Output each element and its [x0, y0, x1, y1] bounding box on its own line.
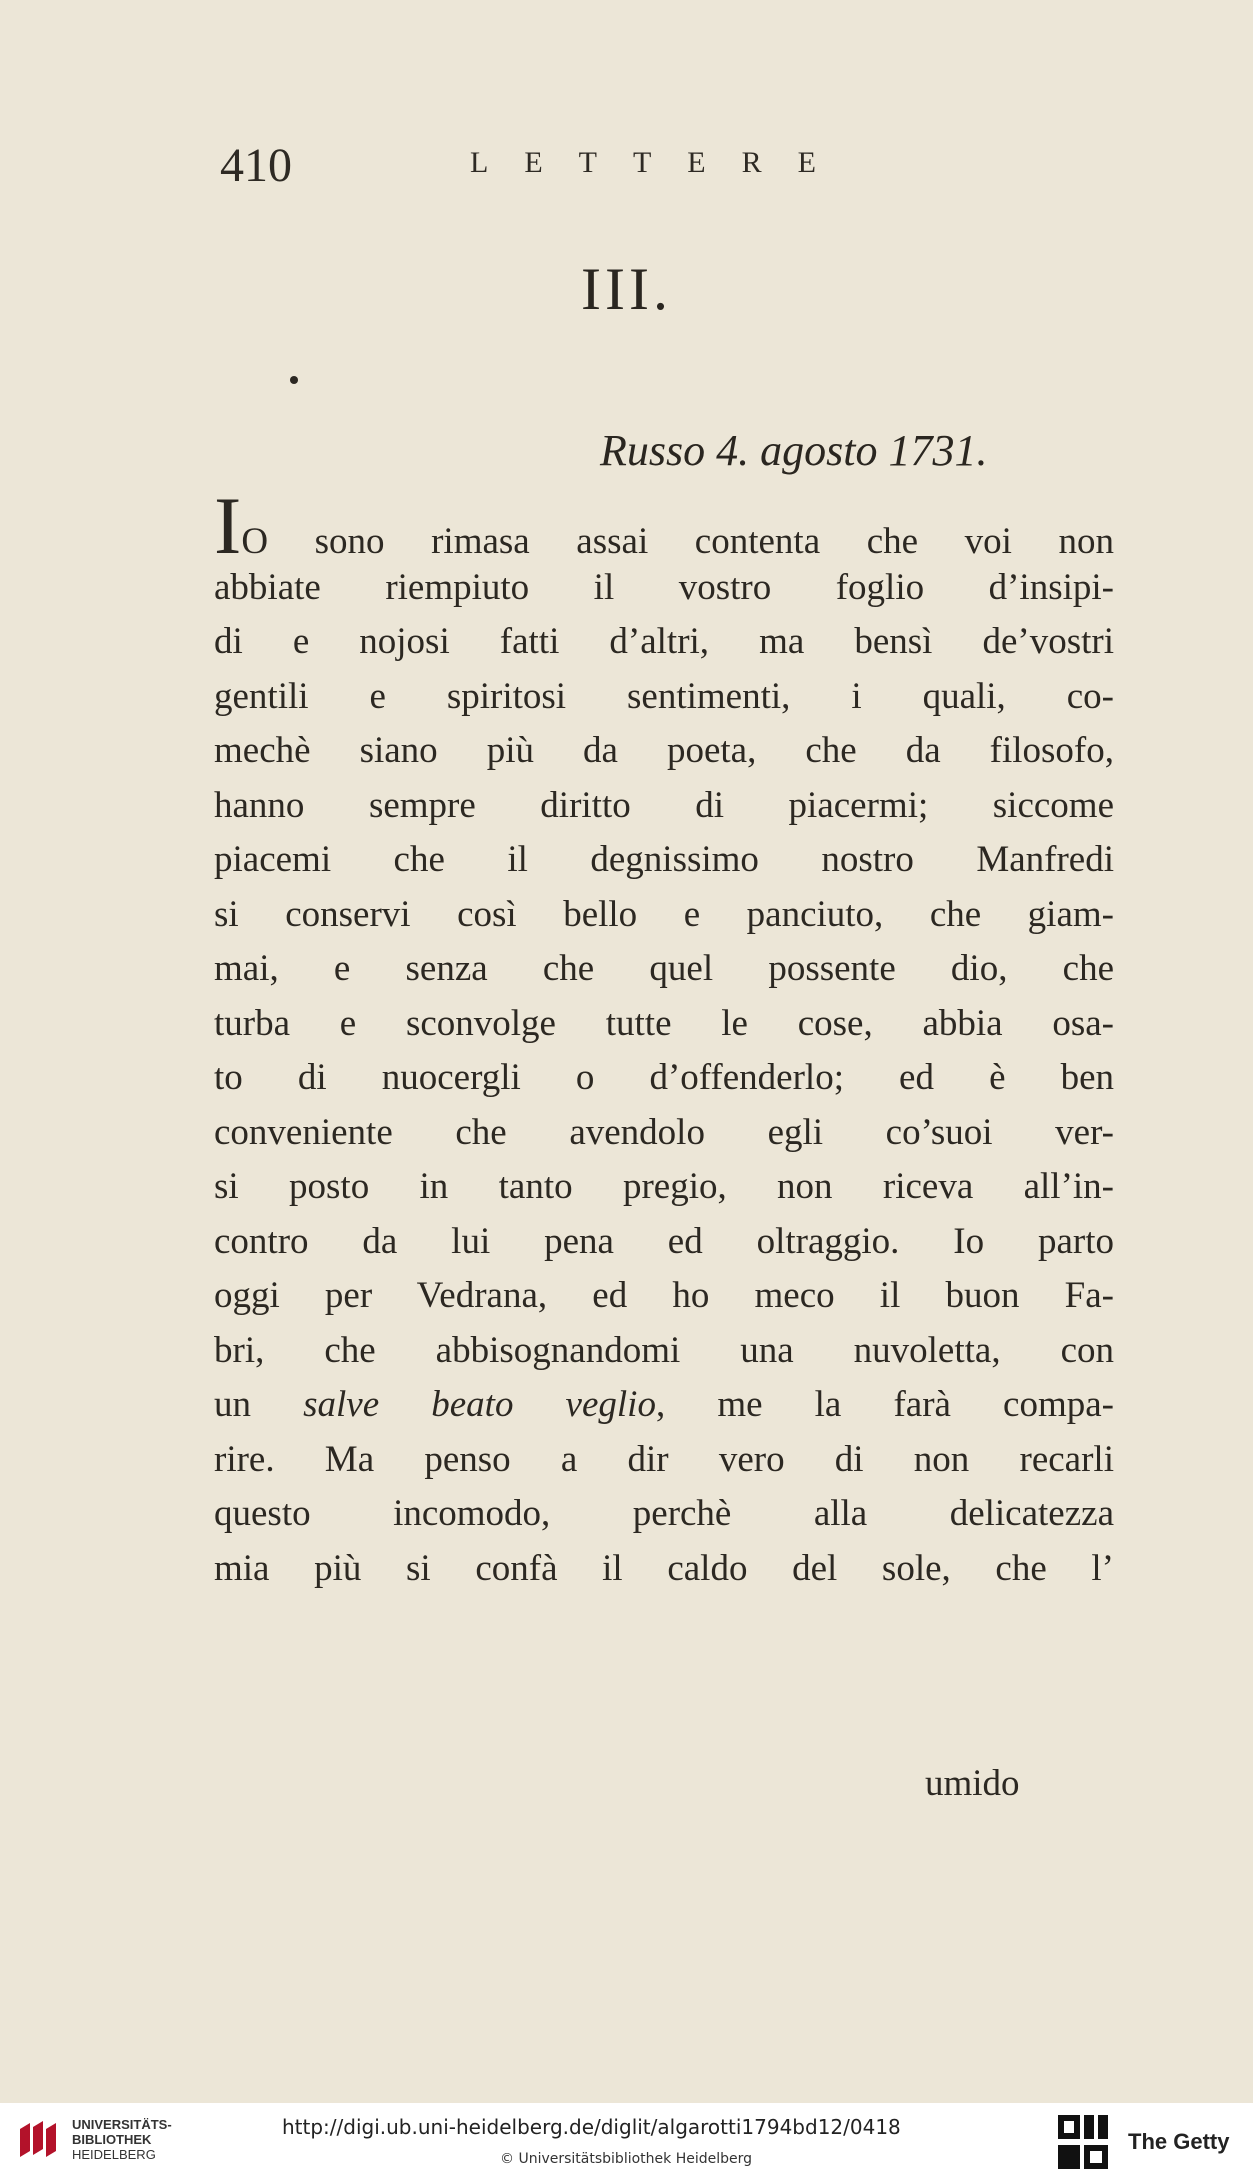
getty-logo-icon	[1056, 2113, 1110, 2171]
text-line-11: to di nuocergli o d’offenderlo; ed è ben	[214, 1057, 1114, 1098]
library-name	[72, 2117, 212, 2162]
text-line-3: di e nojosi fatti d’altri, ma bensì de’vostri	[214, 621, 1114, 662]
line-1-text: O sono rimasa assai contenta che voi non	[241, 521, 1114, 562]
copyright-notice: © Universitätsbibliothek Heidelberg	[500, 2151, 753, 2167]
text-line-18: rire. Ma penso a dir vero di non recarli	[214, 1438, 1114, 1480]
library-logo-icon	[12, 2115, 62, 2165]
footer-bar	[0, 2103, 1253, 2183]
drop-cap: I	[214, 480, 242, 571]
line-17-post: , me la farà compa-	[655, 1384, 1114, 1425]
text-line-20: mia più si confà il caldo del sole, che l’	[214, 1547, 1114, 1589]
catchword: umido	[925, 1763, 1020, 1804]
text-line-5: mechè siano più da poeta, che da filosofo,	[214, 730, 1114, 771]
text-line-14: contro da lui pena ed oltraggio. Io parto	[214, 1220, 1114, 1262]
partner-name: The Getty	[1128, 2129, 1230, 2154]
library-line-2: BIBLIOTHEK	[72, 2132, 152, 2147]
line-17-pre: un	[214, 1384, 304, 1425]
text-line-13: si posto in tanto pregio, non riceva all’in-	[214, 1166, 1114, 1207]
running-title: LETTERE	[470, 146, 852, 179]
text-line-6: hanno sempre diritto di piacermi; siccome	[214, 784, 1114, 826]
library-line-3: HEIDELBERG	[72, 2147, 156, 2162]
text-line-8: si conservi così bello e panciuto, che giam-	[214, 893, 1114, 935]
permalink-url[interactable]: http://digi.ub.uni-heidelberg.de/diglit/algarotti1794bd12/0418	[282, 2115, 901, 2139]
letter-number: III.	[581, 256, 672, 322]
library-line-1: UNIVERSITÄTS-	[72, 2117, 172, 2132]
text-line-7: piacemi che il degnissimo nostro Manfredi	[214, 839, 1114, 880]
letter-body	[214, 480, 1114, 1596]
text-line-15: oggi per Vedrana, ed ho meco il buon Fa-	[214, 1275, 1114, 1316]
text-line-17	[214, 1378, 1114, 1433]
text-line-16: bri, che abbisognandomi una nuvoletta, con	[214, 1329, 1114, 1371]
text-line-1	[214, 480, 1114, 571]
page-number: 410	[220, 139, 292, 192]
italic-phrase: salve beato veglio	[303, 1384, 656, 1425]
running-head	[0, 138, 1253, 192]
ink-dot	[290, 376, 298, 384]
text-line-2: abbiate riempiuto il vostro foglio d’insipi-	[214, 566, 1114, 608]
text-line-4: gentili e spiritosi sentimenti, i quali, co-	[214, 675, 1114, 717]
text-line-12: conveniente che avendolo egli co’suoi ver-	[214, 1111, 1114, 1153]
dateline: Russo 4. agosto 1731.	[600, 426, 988, 475]
text-line-19: questo incomodo, perchè alla delicatezza	[214, 1493, 1114, 1534]
text-line-10: turba e sconvolge tutte le cose, abbia osa-	[214, 1002, 1114, 1044]
text-line-9: mai, e senza che quel possente dio, che	[214, 948, 1114, 989]
